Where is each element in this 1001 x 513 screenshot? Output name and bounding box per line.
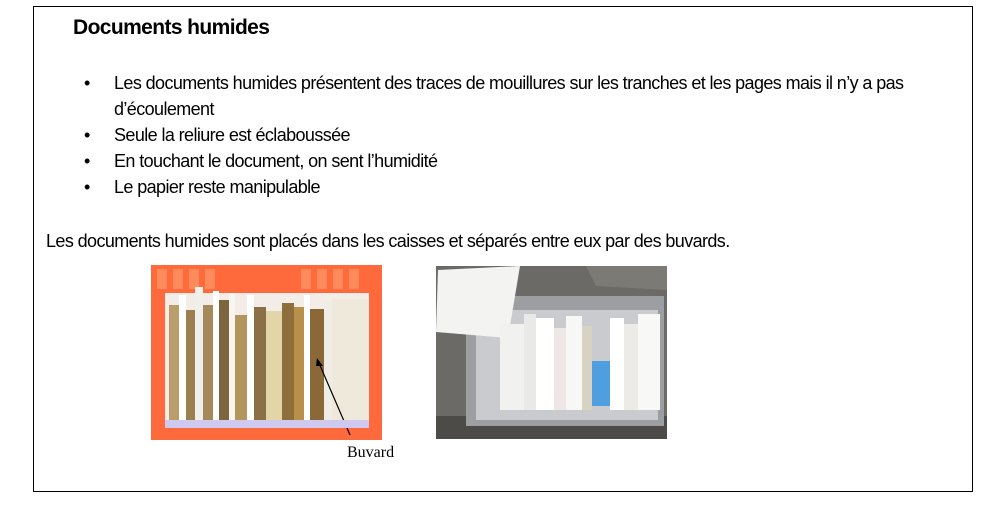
intro-paragraph: Les documents humides sont placés dans les caisses et séparés entre eux par des buvards.: [46, 231, 730, 251]
bullet-item: • Le papier reste manipulable: [84, 174, 969, 200]
bullet-item: • Seule la reliure est éclaboussée: [84, 122, 969, 148]
bullet-item: • En touchant le document, on sent l’humidité: [84, 148, 969, 174]
photo-orange-crate: [151, 265, 382, 440]
bullet-list: [84, 70, 969, 200]
photo-caption: Buvard: [347, 444, 395, 461]
bullet-item: • Les documents humides présentent des traces de mouillures sur les tranches et les pages mais il n’y a pas d’écoulement: [84, 70, 969, 122]
photo-grey-crate: [436, 266, 667, 439]
section-title: Documents humides: [73, 16, 270, 39]
